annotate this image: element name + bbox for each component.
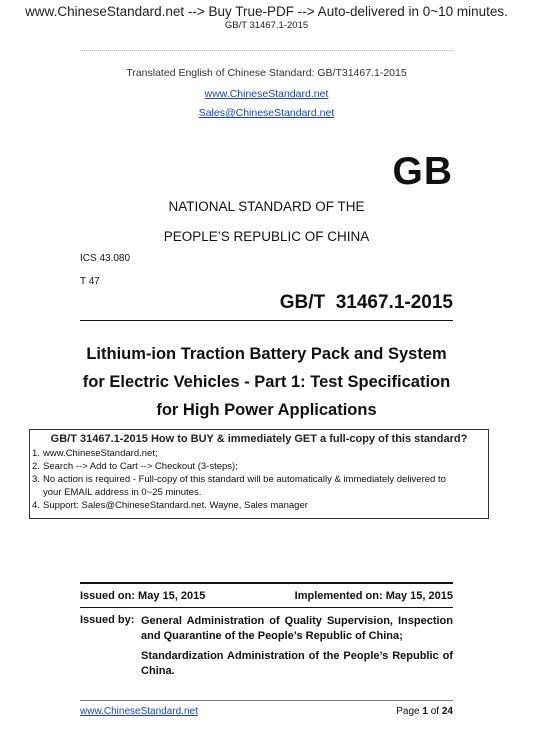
page-total: 24 (441, 706, 453, 717)
translated-note: Translated English of Chinese Standard: GB/T31467.1-2015 (126, 67, 407, 79)
issued-on-date: Issued on: May 15, 2015 (80, 590, 206, 602)
list-item-continuation: your EMAIL address in 0~25 minutes. (43, 487, 202, 498)
issuer-sac: Standardization Administration of the People’s Republic of China. (141, 650, 453, 677)
ics-code: ICS 43.080 (80, 253, 131, 264)
banner-standard-code: GB/T 31467.1-2015 (224, 20, 309, 31)
footer-site-row (80, 706, 198, 717)
site-link-row (0, 88, 533, 100)
email-link-row (0, 107, 533, 119)
title-line-1: Lithium-ion Traction Battery Pack and System (86, 345, 447, 363)
buy-steps-list (30, 447, 488, 512)
top-banner: www.ChineseStandard.net --> Buy True-PDF --> Auto-delivered in 0~10 minutes. (25, 4, 508, 19)
gb-mark: GB (392, 150, 453, 193)
standard-number: GB/T 31467.1-2015 (279, 292, 453, 313)
site-link[interactable]: www.ChineseStandard.net (204, 88, 329, 100)
email-link[interactable]: Sales@ChineseStandard.net (198, 107, 335, 119)
list-item: 4. Support: Sales@ChineseStandard.net. Wayne, Sales manager (32, 500, 308, 511)
issued-by-label: Issued by: (80, 614, 135, 626)
national-standard-line1: NATIONAL STANDARD OF THE (168, 199, 365, 214)
buy-info-box (29, 429, 489, 519)
list-item: 2. Search --> Add to Cart --> Checkout (3-steps); (32, 461, 238, 472)
footer-site-link[interactable]: www.ChineseStandard.net (80, 706, 198, 717)
buy-box-heading: GB/T 31467.1-2015 How to BUY & immediately GET a full-copy of this standard? (50, 433, 468, 445)
list-item: 3. No action is required - Full-copy of this standard will be automatically & immediately delivered to (32, 474, 446, 485)
classification-code: T 47 (80, 276, 100, 287)
list-item: 1. www.ChineseStandard.net; (32, 448, 158, 459)
dates-bottom-rule (80, 607, 453, 608)
national-standard-line2: PEOPLE’S REPUBLIC OF CHINA (163, 229, 370, 244)
top-divider (80, 50, 453, 51)
footer-rule (80, 700, 453, 701)
standard-number-rule (80, 320, 453, 321)
implemented-on-date: Implemented on: May 15, 2015 (294, 590, 453, 602)
title-line-2: for Electric Vehicles - Part 1: Test Specification (82, 373, 451, 391)
dates-top-rule (80, 582, 453, 584)
page-number: 1 (422, 706, 428, 717)
page-indicator: Page 1 of 24 (396, 706, 453, 717)
title-line-3: for High Power Applications (156, 401, 377, 419)
issuer-aqsiq: General Administration of Quality Supervision, Inspection and Quarantine of the People’s Republic of China; (141, 615, 453, 642)
